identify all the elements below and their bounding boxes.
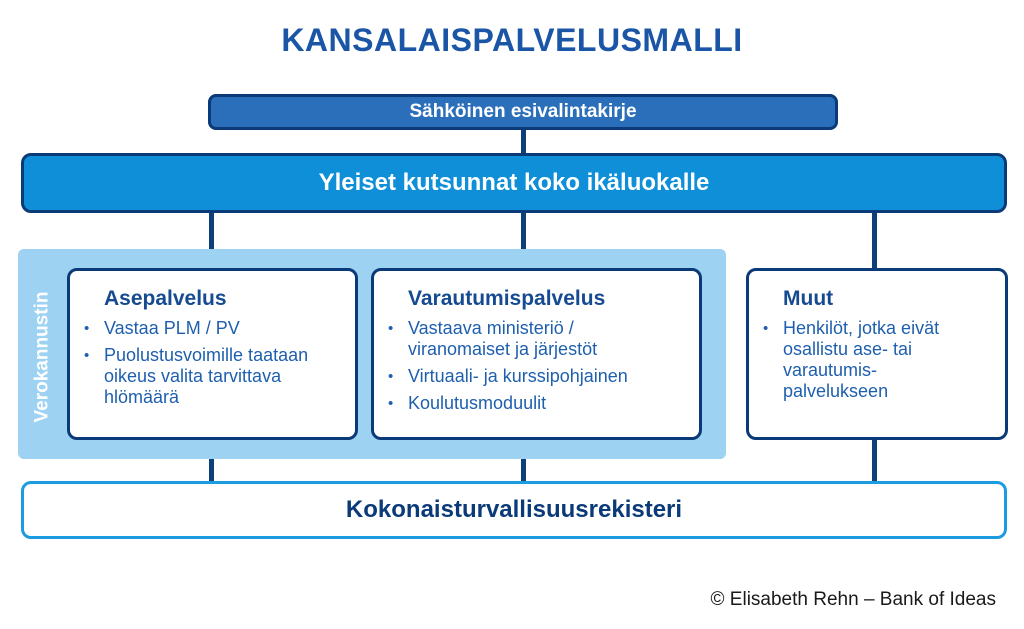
esivalintakirje-label: Sähköinen esivalintakirje [409, 101, 637, 122]
varautumispalvelus-title: Varautumispalvelus [408, 287, 606, 310]
list-item: • Virtuaali- ja kurssipohjainen [408, 366, 685, 387]
kutsunnat-box [21, 153, 1007, 213]
verokannustin-label-wrap [14, 284, 70, 430]
verokannustin-label: Verokannustin [31, 291, 53, 423]
kokonaisturvallisuusrekisteri-label: Kokonaisturvallisuusrekisteri [345, 496, 683, 523]
varautumispalvelus-card [371, 268, 702, 440]
kokonaisturvallisuusrekisteri-box [21, 481, 1007, 539]
copyright-text: © Elisabeth Rehn – Bank of Ideas [710, 589, 996, 610]
list-item: • Henkilöt, jotka eivät osallistu ase- tai varautumis-palvelukseen [783, 318, 973, 402]
connector-top-to-main [521, 130, 526, 154]
muut-card [746, 268, 1008, 440]
kutsunnat-label: Yleiset kutsunnat koko ikäluokalle [318, 169, 710, 196]
list-item: • Koulutusmoduulit [408, 393, 685, 414]
list-item: • Vastaava ministeriö / viranomaiset ja järjestöt [408, 318, 648, 360]
list-item: • Vastaa PLM / PV [104, 318, 341, 339]
diagram-title: KANSALAISPALVELUSMALLI [281, 22, 743, 58]
list-item: • Puolustusvoimille taataan oikeus valita tarvittava hlömäärä [104, 345, 314, 408]
muut-title: Muut [783, 287, 834, 310]
asepalvelus-list [104, 318, 341, 408]
varautumispalvelus-list [408, 318, 685, 414]
asepalvelus-title: Asepalvelus [104, 287, 227, 310]
asepalvelus-card [67, 268, 358, 440]
esivalintakirje-box [208, 94, 838, 130]
muut-list [783, 318, 991, 402]
